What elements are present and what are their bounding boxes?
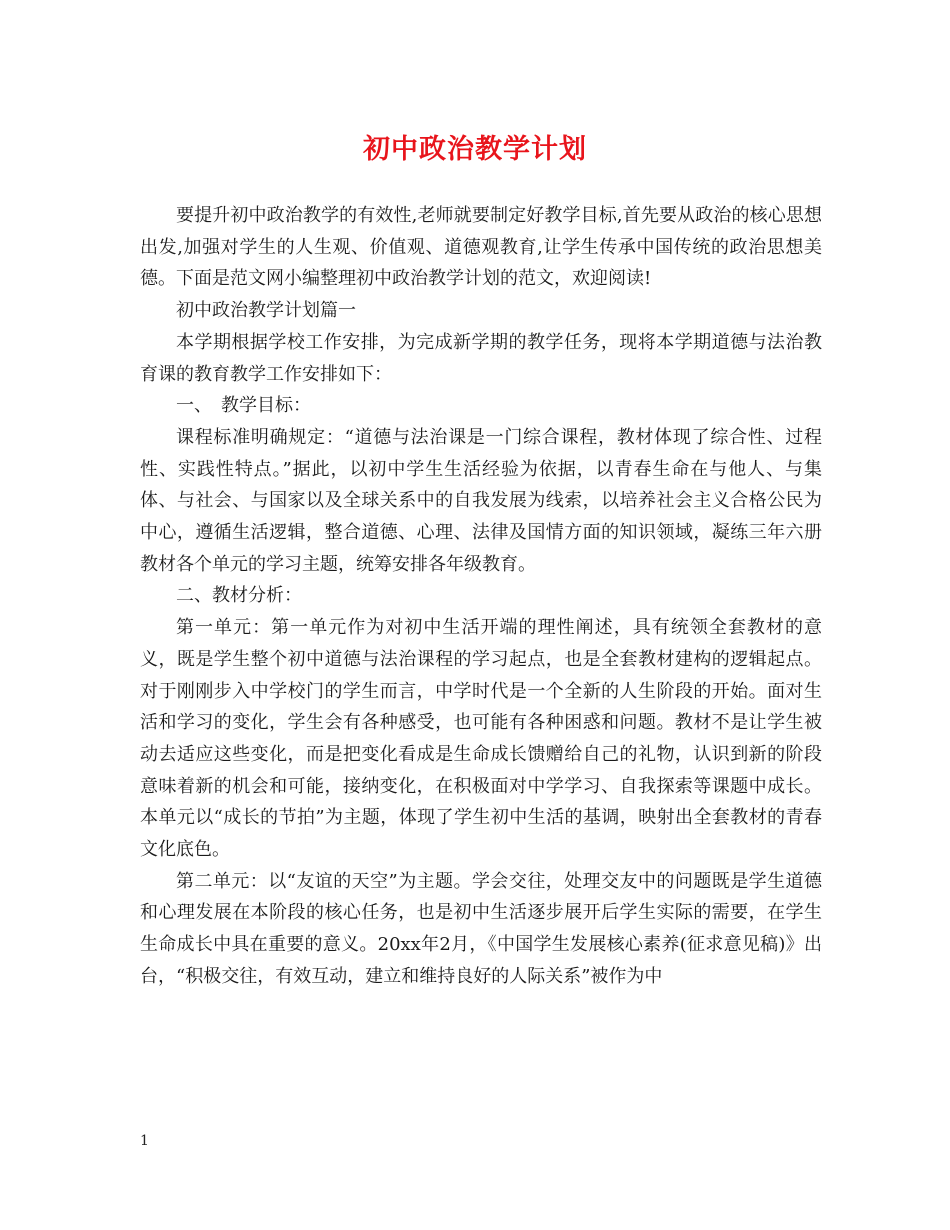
paragraph-unit-two: 第二单元：以“友谊的天空”为主题。学会交往，处理交友中的问题既是学生道德和心理发展在本阶段的核心任务，也是初中生活逐步展开后学生实际的需要，在学生生命成长中具在重要的意义。20xx年2月，《中国学生发展核心素养(征求意见稿)》出台，“积极交往，有效互动，建立和维持良好的人际关系”被作为中 xyxy=(140,870,822,987)
paragraph-section-heading: 初中政治教学计划篇一 xyxy=(176,300,356,322)
paragraph-heading-textbook-analysis: 二、教材分析： xyxy=(176,585,302,607)
document-title: 初中政治教学计划 xyxy=(363,134,587,165)
paragraph-curriculum-standard: 课程标准明确规定：“道德与法治课是一门综合课程，教材体现了综合性、过程性、实践性特点。”据此，以初中学生生活经验为依据，以青春生命在与他人、与集体、与社会、与国家以及全球关系中的自我发展为线索，以培养社会主义合格公民为中心，遵循生活逻辑，整合道德、心理、法律及国情方面的知识领域，凝练三年六册教材各个单元的学习主题，统筹安排各年级教育。 xyxy=(140,426,822,575)
page-number: 1 xyxy=(140,1133,149,1149)
paragraph-intro: 要提升初中政治教学的有效性,老师就要制定好教学目标,首先要从政治的核心思想出发,加强对学生的人生观、价值观、道德观教育,让学生传承中国传统的政治思想美德。下面是范文网小编整理初中政治教学计划的范文，欢迎阅读! xyxy=(140,205,822,290)
paragraph-heading-teaching-goals: 一、 教学目标： xyxy=(176,395,311,417)
document-body xyxy=(140,200,822,993)
paragraph-unit-one: 第一单元：第一单元作为对初中生活开端的理性阐述，具有统领全套教材的意义，既是学生整个初中道德与法治课程的学习起点，也是全套教材建构的逻辑起点。对于刚刚步入中学校门的学生而言，中学时代是一个全新的人生阶段的开始。面对生活和学习的变化，学生会有各种感受，也可能有各种困惑和问题。教材不是让学生被动去适应这些变化，而是把变化看成是生命成长馈赠给自己的礼物，认识到新的阶段意味着新的机会和可能，接纳变化，在积极面对中学学习、自我探索等课题中成长。本单元以“成长的节拍”为主题，体现了学生初中生活的基调，映射出全套教材的青春文化底色。 xyxy=(140,617,822,861)
paragraph-semester-plan: 本学期根据学校工作安排，为完成新学期的教学任务，现将本学期道德与法治教育课的教育教学工作安排如下： xyxy=(140,331,822,385)
